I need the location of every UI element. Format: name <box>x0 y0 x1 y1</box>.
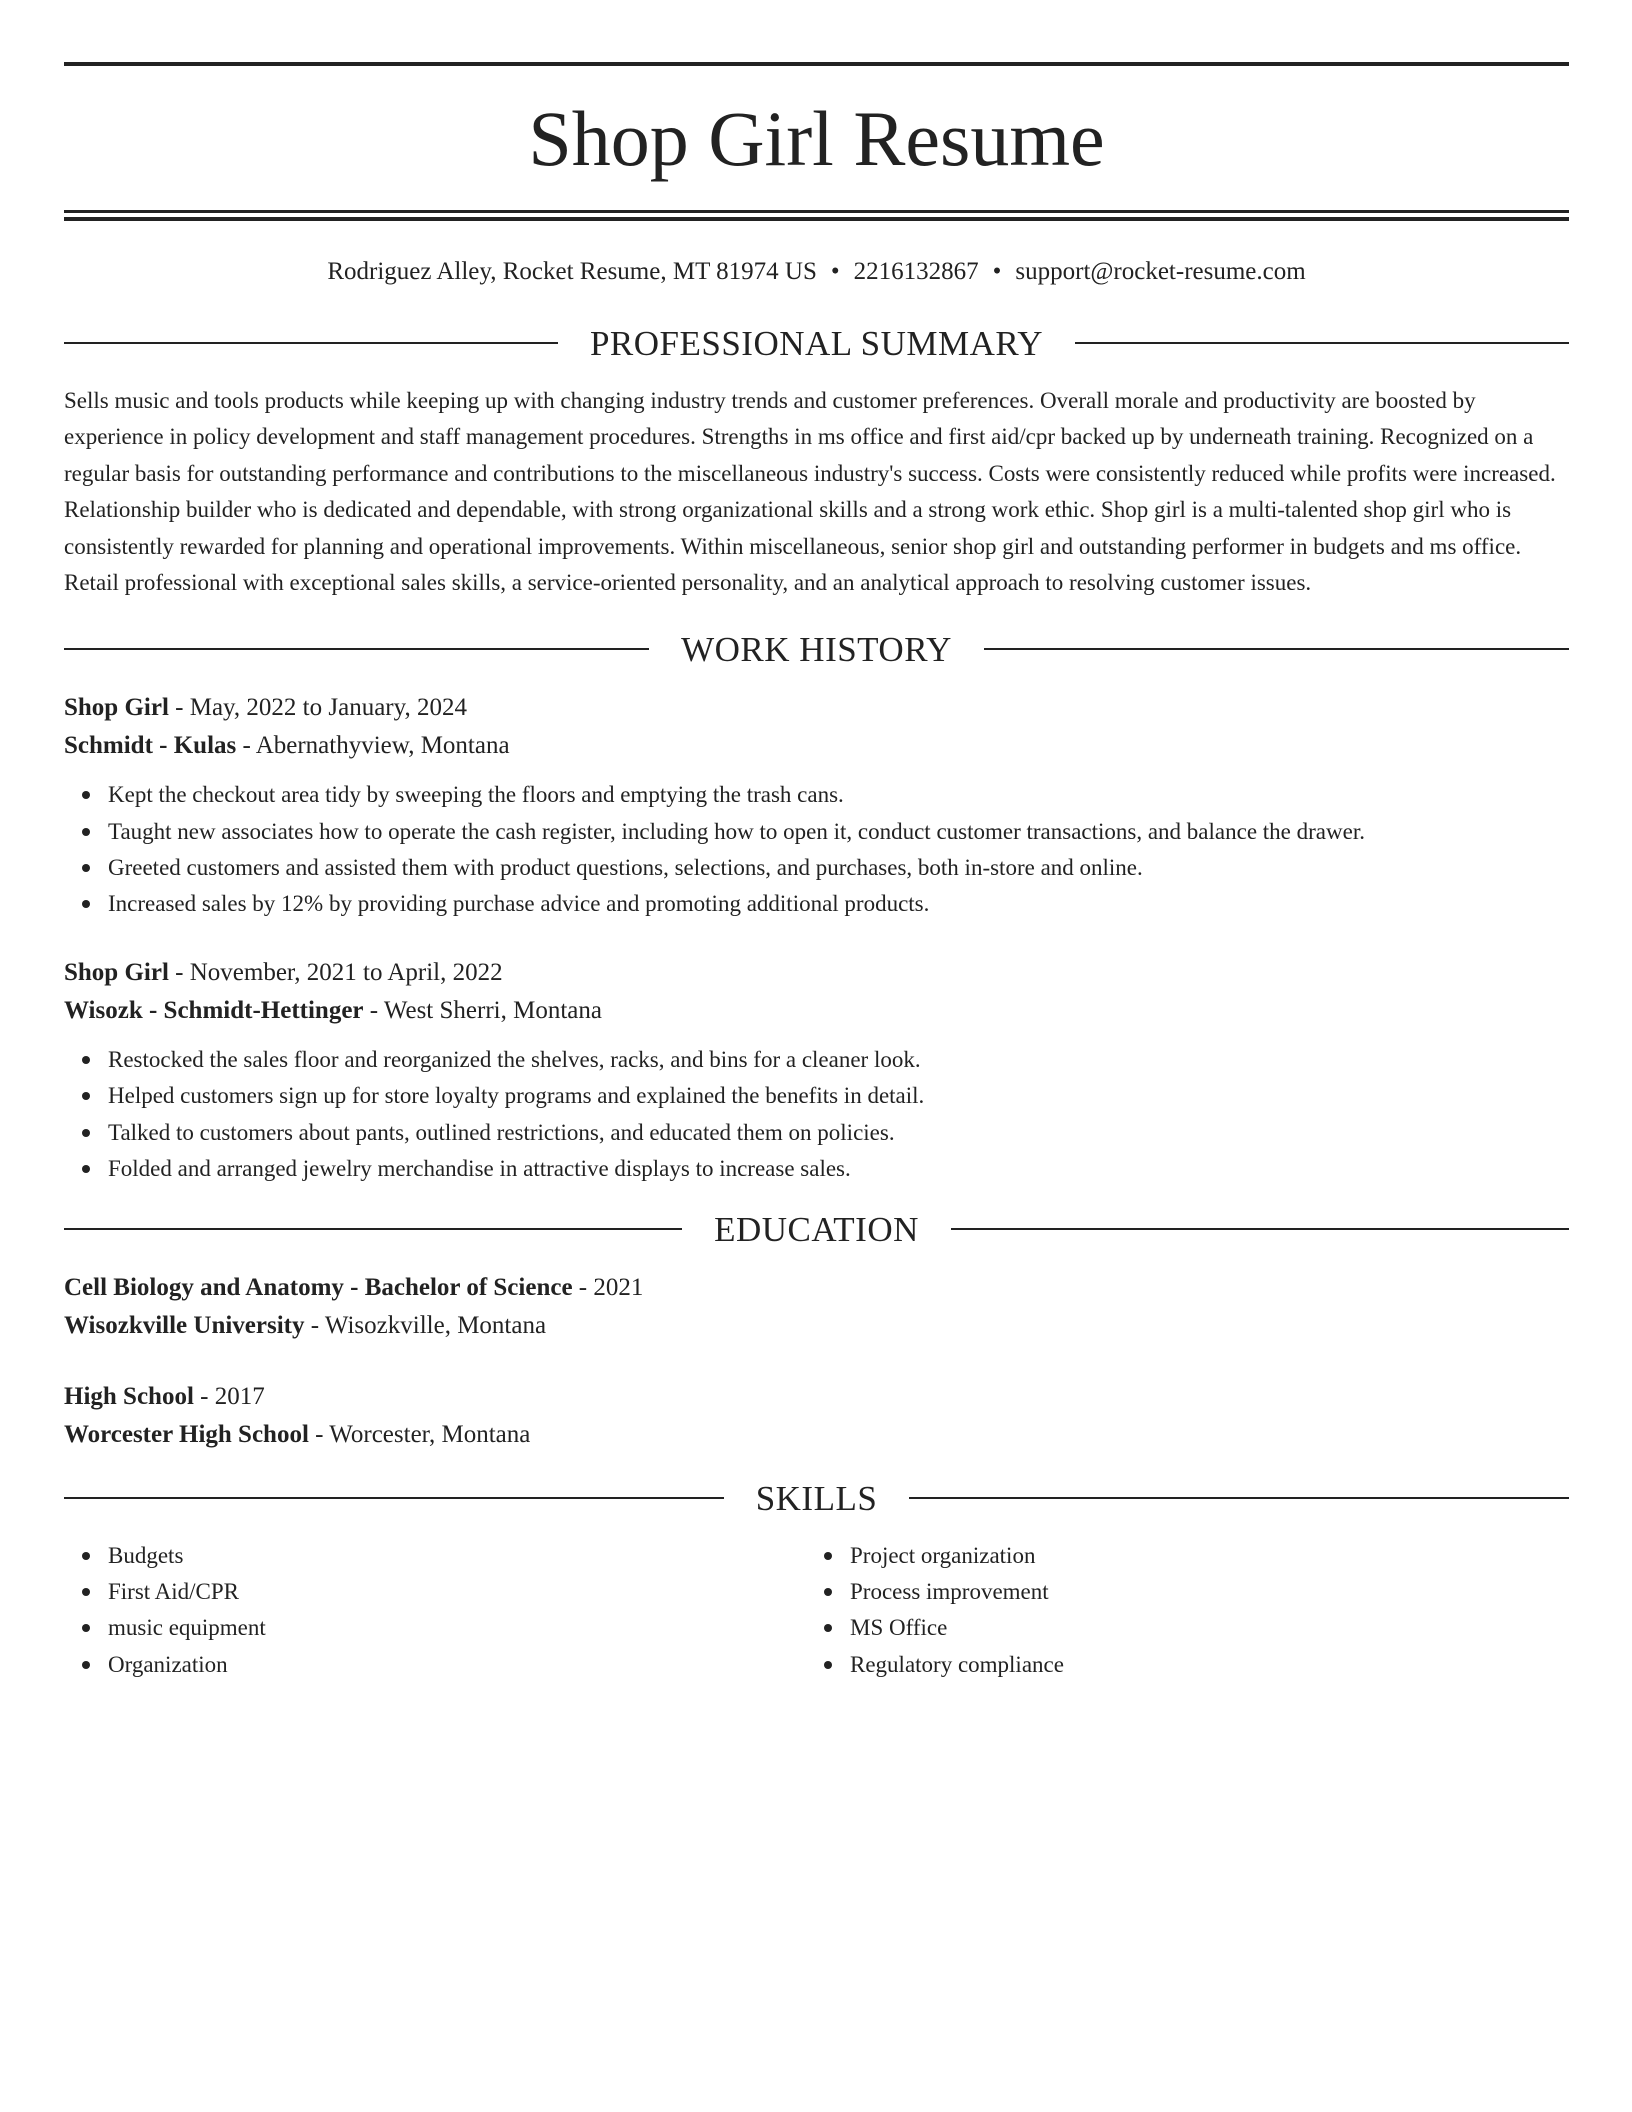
education-location: - Worcester, Montana <box>308 1421 531 1449</box>
skills-columns <box>64 1538 1569 1683</box>
education-degree-line <box>64 1378 1569 1416</box>
bullet-text: Taught new associates how to operate the cash register, including how to open it, conduct customer transactions, and balance the drawer. <box>108 818 1365 844</box>
education-degree: Cell Biology and Anatomy - Bachelor of Science <box>64 1274 573 1302</box>
contact-separator: • <box>830 258 840 285</box>
skill-text: Regulatory compliance <box>850 1651 1064 1677</box>
heading-rule-right <box>951 1228 1569 1230</box>
skills-column-left <box>64 1538 806 1683</box>
bullet-icon <box>82 1129 90 1137</box>
job-company-line <box>64 727 1569 765</box>
resume-title: Shop Girl Resume <box>528 95 1105 182</box>
bullet-icon <box>824 1624 832 1632</box>
bullet-icon <box>82 1588 90 1596</box>
education-heading-label: EDUCATION <box>714 1209 919 1249</box>
title-double-rule <box>64 210 1569 221</box>
job-location: - West Sherri, Montana <box>363 997 602 1025</box>
list-item <box>108 1115 1569 1151</box>
bullet-icon <box>824 1588 832 1596</box>
list-item <box>108 1610 806 1646</box>
work-heading-label: WORK HISTORY <box>681 629 952 669</box>
list-item <box>108 886 1569 922</box>
skill-text: MS Office <box>850 1615 948 1641</box>
skills-list <box>64 1538 806 1683</box>
job-location: - Abernathyview, Montana <box>236 732 510 760</box>
job-title-line <box>64 954 1569 992</box>
list-item <box>108 777 1569 813</box>
list-item <box>850 1574 1548 1610</box>
list-item <box>108 1151 1569 1187</box>
list-item <box>850 1647 1548 1683</box>
education-year: - 2017 <box>193 1383 265 1411</box>
bullet-text: Greeted customers and assisted them with product questions, selections, and purchases, both in-store and online. <box>108 854 1143 880</box>
bullet-icon <box>82 791 90 799</box>
bullet-icon <box>82 864 90 872</box>
list-item <box>108 1042 1569 1078</box>
heading-rule-right <box>984 648 1569 650</box>
list-item <box>850 1610 1548 1646</box>
heading-rule-left <box>64 648 649 650</box>
bullet-text: Helped customers sign up for store loyalty programs and explained the benefits in detail. <box>108 1083 925 1109</box>
contact-line <box>64 257 1569 287</box>
education-school: Wisozkville University <box>64 1312 305 1340</box>
bullet-icon <box>82 1552 90 1560</box>
skill-text: Budgets <box>108 1543 184 1569</box>
heading-rule-left <box>64 342 558 344</box>
list-item <box>108 1078 1569 1114</box>
education-school: Worcester High School <box>64 1421 309 1449</box>
work-section-heading <box>64 629 1569 669</box>
bullet-icon <box>824 1661 832 1669</box>
summary-section-heading <box>64 323 1569 363</box>
bullet-icon <box>82 1165 90 1173</box>
top-rule <box>64 62 1569 66</box>
job-bullet-list <box>64 777 1569 922</box>
bullet-icon <box>82 1624 90 1632</box>
skill-text: music equipment <box>108 1615 266 1641</box>
list-item <box>108 850 1569 886</box>
skill-text: Organization <box>108 1651 228 1677</box>
education-school-line <box>64 1307 1569 1345</box>
job-company: Wisozk - Schmidt-Hettinger <box>64 997 364 1025</box>
bullet-icon <box>82 1056 90 1064</box>
contact-phone: 2216132867 <box>853 258 979 285</box>
job-bullet-list <box>64 1042 1569 1187</box>
bullet-icon <box>82 900 90 908</box>
bullet-icon <box>824 1552 832 1560</box>
job-entry <box>64 954 1569 1187</box>
education-degree: High School <box>64 1383 194 1411</box>
education-entry <box>64 1269 1569 1345</box>
heading-rule-left <box>64 1228 682 1230</box>
job-title-line <box>64 689 1569 727</box>
job-dates: - November, 2021 to April, 2022 <box>168 959 503 987</box>
job-company-line <box>64 992 1569 1030</box>
job-company: Schmidt - Kulas <box>64 732 237 760</box>
summary-heading-label: PROFESSIONAL SUMMARY <box>589 323 1044 363</box>
bullet-icon <box>82 1661 90 1669</box>
bullet-icon <box>82 1092 90 1100</box>
skills-column-right <box>806 1538 1548 1683</box>
education-entry <box>64 1378 1569 1454</box>
contact-email: support@rocket-resume.com <box>1015 258 1306 285</box>
bullet-text: Increased sales by 12% by providing purchase advice and promoting additional products. <box>108 891 930 917</box>
bullet-text: Talked to customers about pants, outlined restrictions, and educated them on policies. <box>108 1119 895 1145</box>
heading-rule-right <box>909 1497 1569 1499</box>
education-school-line <box>64 1416 1569 1454</box>
list-item <box>850 1538 1548 1574</box>
job-dates: - May, 2022 to January, 2024 <box>168 694 468 722</box>
education-year: - 2021 <box>572 1274 644 1302</box>
job-title: Shop Girl <box>64 694 169 722</box>
list-item <box>108 814 1569 850</box>
contact-address: Rodriguez Alley, Rocket Resume, MT 81974 US <box>327 258 817 285</box>
skill-text: First Aid/CPR <box>108 1579 240 1605</box>
education-section-heading <box>64 1209 1569 1249</box>
bullet-text: Kept the checkout area tidy by sweeping the floors and emptying the trash cans. <box>108 782 844 808</box>
education-degree-line <box>64 1269 1569 1307</box>
bullet-text: Restocked the sales floor and reorganized the shelves, racks, and bins for a cleaner look. <box>108 1047 921 1073</box>
heading-rule-right <box>1075 342 1569 344</box>
skill-text: Project organization <box>850 1543 1036 1569</box>
summary-text: Sells music and tools products while keeping up with changing industry trends and customer preferences. Overall morale and productivity are boosted by experience in policy development and staff management procedures. Strengths in ms office and first aid/cpr backed up by underneath training. Recognized on a regular basis for outstanding performance and contributions to the miscellaneous industry's success. Costs were consistently reduced while profits were increased. Relationship builder who is dedicated and dependable, with strong organizational skills and a strong work ethic. Shop girl is a multi-talented shop girl who is consistently rewarded for planning and operational improvements. Within miscellaneous, senior shop girl and outstanding performer in budgets and ms office. Retail professional with exceptional sales skills, a service-oriented personality, and an analytical approach to resolving customer issues. <box>64 388 1556 596</box>
skills-list <box>806 1538 1548 1683</box>
job-entry <box>64 689 1569 922</box>
list-item <box>108 1574 806 1610</box>
skills-heading-label: SKILLS <box>755 1478 878 1518</box>
heading-rule-left <box>64 1497 724 1499</box>
contact-separator: • <box>992 258 1002 285</box>
bullet-icon <box>82 828 90 836</box>
skill-text: Process improvement <box>850 1579 1049 1605</box>
skills-section-heading <box>64 1478 1569 1518</box>
bullet-text: Folded and arranged jewelry merchandise in attractive displays to increase sales. <box>108 1155 851 1181</box>
list-item <box>108 1647 806 1683</box>
education-location: - Wisozkville, Montana <box>304 1312 547 1340</box>
list-item <box>108 1538 806 1574</box>
job-title: Shop Girl <box>64 959 169 987</box>
